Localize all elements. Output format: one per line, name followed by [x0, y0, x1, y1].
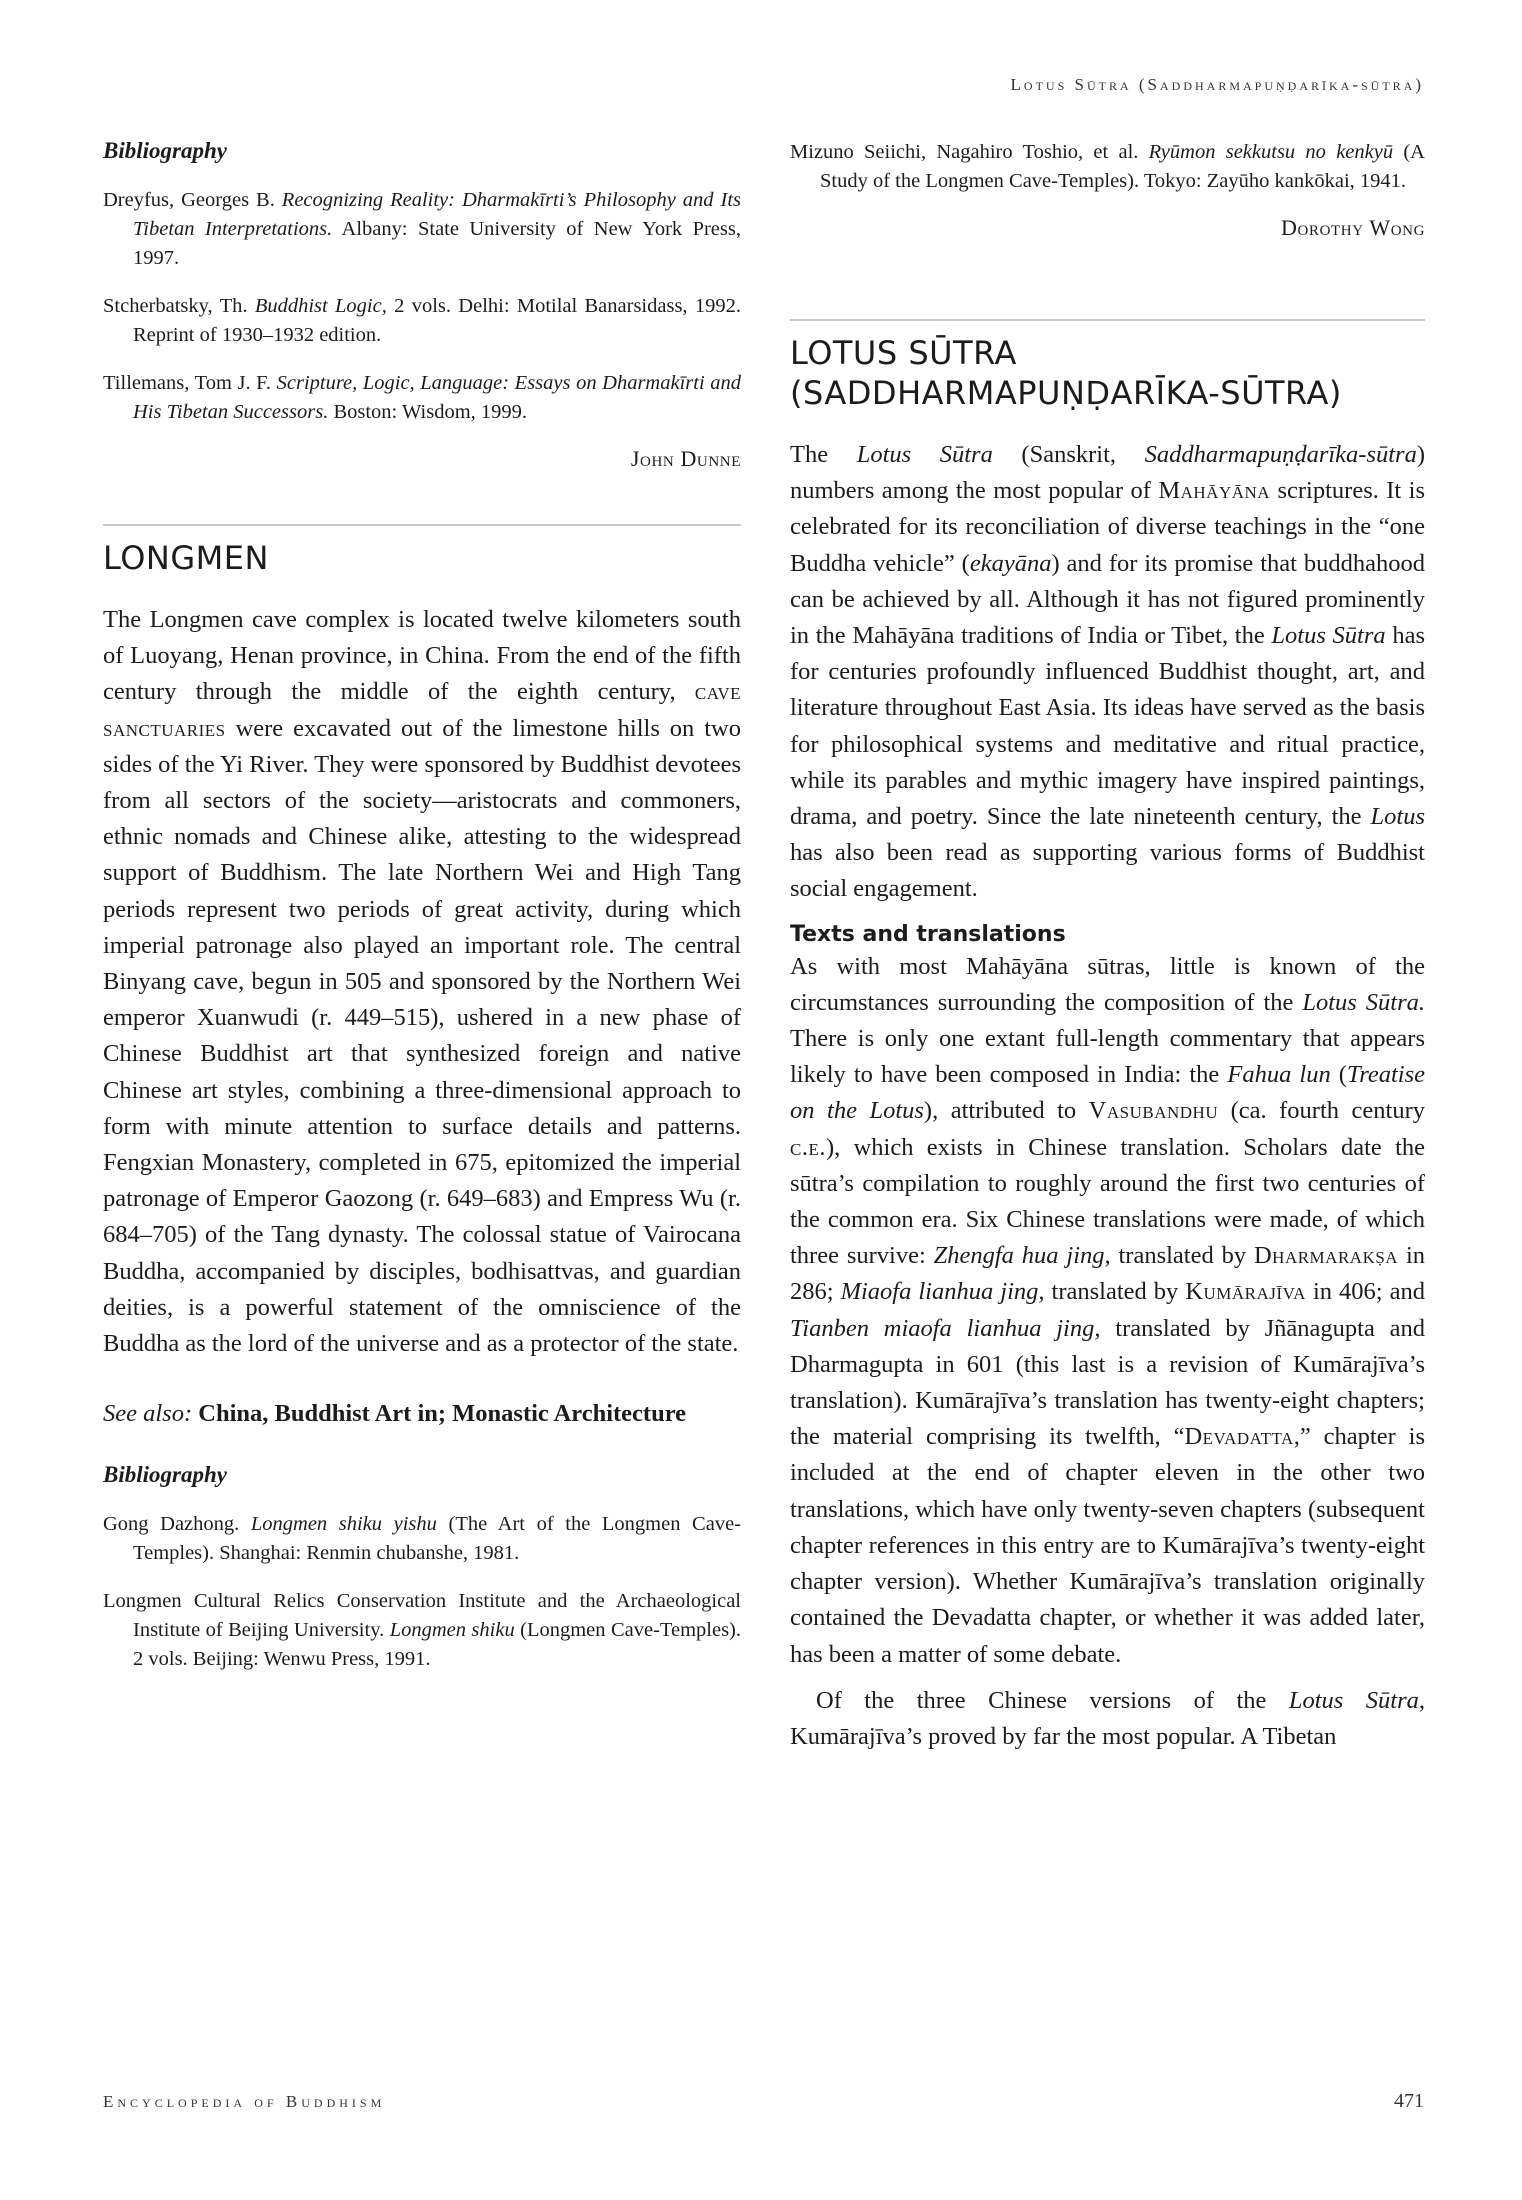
lotus-body-paragraph: Of the three Chinese versions of the Lotus Sūtra, Kumārajīva’s proved by far the most popular. A Tibetan	[790, 1686, 1425, 1750]
bibliography-entry: Mizuno Seiichi, Nagahiro Toshio, et al. Ryūmon sekkutsu no kenkyū (A Study of the Longmen Cave-Temples). Tokyo: Zayūho kankōkai, 1941.	[790, 141, 1425, 192]
entry-title-longmen: LONGMEN	[103, 539, 269, 577]
bibliography-entry: Gong Dazhong. Longmen shiku yishu (The Art of the Longmen Cave-Temples). Shanghai: Renmin chubanshe, 1981.	[103, 1513, 742, 1565]
bibliography-heading: Bibliography	[103, 1462, 227, 1488]
entry-title-lotus-sutra: LOTUS SŪTRA (SADDHARMAPUṆḌARĪKA-SŪTRA)	[790, 334, 1342, 412]
author-signature: Dorothy Wong	[1281, 215, 1425, 240]
bibliography-entry: Tillemans, Tom J. F. Scripture, Logic, Language: Essays on Dharmakīrti and His Tibetan Successors. Boston: Wisdom, 1999.	[103, 372, 741, 423]
bibliography-entry: Stcherbatsky, Th. Buddhist Logic, 2 vols. Delhi: Motilal Banarsidass, 1992. Reprint of 1930–1932 edition.	[103, 295, 741, 346]
right-column	[790, 138, 1425, 1755]
see-also-links[interactable]: China, Buddhist Art in; Monastic Architecture	[198, 1400, 687, 1428]
running-head: Lotus Sūtra (Saddharmapuṇḍarīka-sūtra)	[1010, 75, 1424, 94]
left-column	[103, 138, 741, 1693]
lotus-body-paragraph: As with most Mahāyāna sūtras, little is known of the circumstances surrounding the composition of the Lotus Sūtra. There is only one extant full-length commentary that appears likely to have been composed in India: the Fahua lun (Treatise on the Lotus), attributed to Vasubandhu (ca. fourth century c.e.), which exists in Chinese translation. Scholars date the sūtra’s compilation to roughly around the first two centuries of the common era. Six Chinese translations were made, of which three survive: Zhengfa hua jing, translated by Dharmarakṣa in 286; Miaofa lianhua jing, translated by Kumārajīva in 406; and Tianben miaofa lianhua jing, translated by Jñānagupta and Dharmagupta in 601 (this last is a revision of Kumārajīva’s translation). Kumārajīva’s translation has twenty-eight chapters; the material comprising its twelfth, “Devadatta,” chapter is included at the end of chapter eleven in the other two translations, which have only twenty-seven chapters (subsequent chapter references in this entry are to Kumārajīva’s twenty-eight chapter version). Whether Kumārajīva’s translation originally contained the Devadatta chapter, or whether it was added later, has been a matter of some debate.	[790, 952, 1426, 1668]
author-signature: John Dunne	[630, 446, 741, 471]
section-divider	[103, 524, 741, 526]
page-number: 471	[1394, 2090, 1424, 2112]
subheading-texts-and-translations: Texts and translations	[790, 921, 1066, 947]
section-divider	[790, 319, 1425, 321]
footer-publication: Encyclopedia of Buddhism	[103, 2092, 386, 2111]
bibliography-entry: Longmen Cultural Relics Conservation Institute and the Archaeological Institute of Beijing University. Longmen shiku (Longmen Cave-Temples). 2 vols. Beijing: Wenwu Press, 1991.	[103, 1590, 742, 1671]
see-also: See also: China, Buddhist Art in; Monastic Architecture	[103, 1400, 687, 1428]
bibliography-entry: Dreyfus, Georges B. Recognizing Reality: Dharmakīrti’s Philosophy and Its Tibetan Interpretations. Albany: State University of New York Press, 1997.	[103, 189, 741, 269]
longmen-body-paragraph: The Longmen cave complex is located twelve kilometers south of Luoyang, Henan province, in China. From the end of the fifth century through the middle of the eighth century, cave sanctuaries were excavated out of the limestone hills on two sides of the Yi River. They were sponsored by Buddhist devotees from all sectors of the society—aristocrats and commoners, ethnic nomads and Chinese alike, attesting to the widespread support of Buddhism. The late Northern Wei and High Tang periods represent two periods of great activity, during which imperial patronage also played an important role. The central Binyang cave, begun in 505 and sponsored by the Northern Wei emperor Xuanwudi (r. 449–515), ushered in a new phase of Chinese Buddhist art that synthesized foreign and native Chinese art styles, combining a three-dimensional approach to form with minute attention to surface details and patterns. Fengxian Monastery, completed in 675, epitomized the imperial patronage of Emperor Gaozong (r. 649–683) and Empress Wu (r. 684–705) of the Tang dynasty. The colossal statue of Vairocana Buddha, accompanied by disciples, bodhisattvas, and guardian deities, is a powerful statement of the omniscience of the Buddha as the lord of the universe and as a protector of the state.	[103, 606, 741, 1358]
bibliography-heading: Bibliography	[103, 138, 227, 163]
lotus-body-paragraph: The Lotus Sūtra (Sanskrit, Saddharmapuṇḍarīka-sūtra) numbers among the most popular of Mahāyāna scriptures. It is celebrated for its reconciliation of diverse teachings in the “one Buddha vehicle” (ekayāna) and for its promise that buddhahood can be achieved by all. Although it has not figured prominently in the Mahāyāna traditions of India or Tibet, the Lotus Sūtra has for centuries profoundly influenced Buddhist thought, art, and literature throughout East Asia. Its ideas have served as the basis for philosophical systems and meditative and ritual practice, while its parables and mythic imagery have inspired paintings, drama, and poetry. Since the late nineteenth century, the Lotus has also been read as supporting various forms of Buddhist social engagement.	[790, 441, 1426, 903]
